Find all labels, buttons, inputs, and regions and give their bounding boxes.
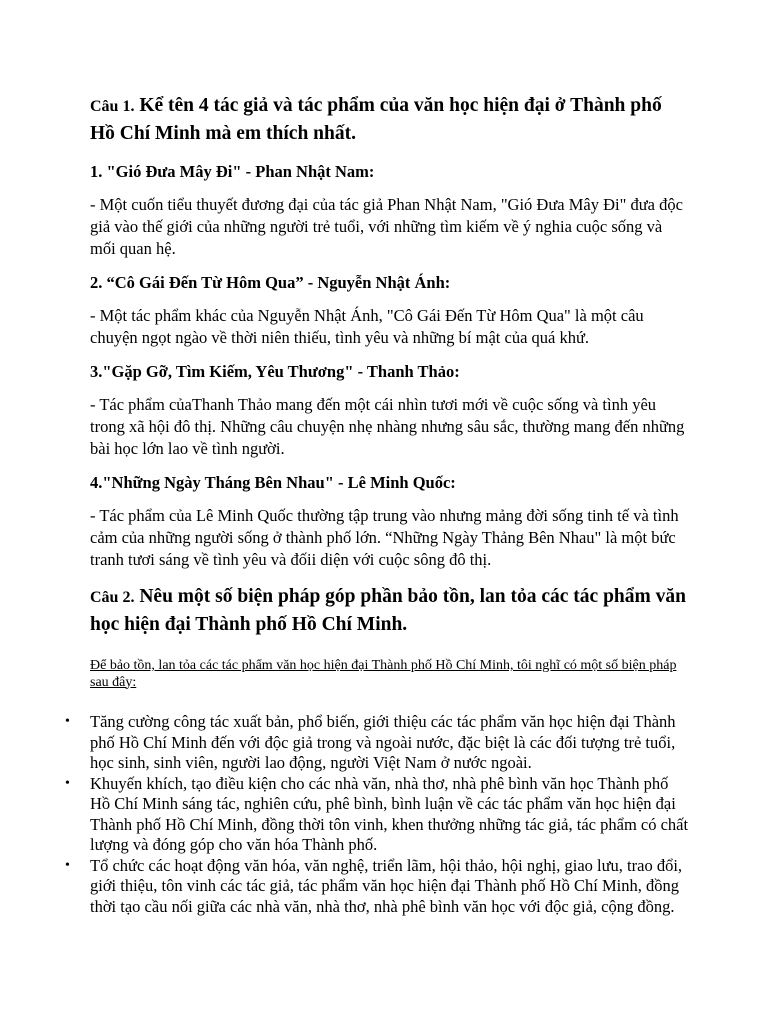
measures-intro: Để bảo tồn, lan tỏa các tác phẩm văn học hiện đại Thành phố Hồ Chí Minh, tôi nghĩ có một số biện pháp sau đây: <box>90 658 677 690</box>
work-4-title: 4."Những Ngày Tháng Bên Nhau" - Lê Minh Quốc: <box>90 473 456 492</box>
measures-list <box>65 712 690 917</box>
list-item <box>65 712 690 774</box>
measure-2-text: Khuyến khích, tạo điều kiện cho các nhà văn, nhà thơ, nhà phê bình văn học Thành phố Hồ Chí Minh sáng tác, nghiên cứu, phê bình, bình luận về các tác phẩm văn học hiện đại Thành phố Hồ Chí Minh, đồng thời tôn vinh, khen thưởng những tác giả, tác phẩm có chất lượng và đóng góp cho văn hóa Thành phố. <box>90 773 689 854</box>
list-item <box>65 855 690 918</box>
document-content <box>65 92 690 917</box>
work-1-description: - Một cuốn tiểu thuyết đương đại của tác giả Phan Nhật Nam, "Gió Đưa Mây Đi" đưa độc giả vào thế giới của những người trẻ tuổi, với những tìm kiếm về ý nghia cuộc sống và mối quan hệ. <box>90 195 683 258</box>
bullet-icon: • <box>65 714 70 729</box>
bullet-icon: • <box>65 775 70 791</box>
question-1-heading <box>90 92 690 147</box>
work-3-title: 3."Gặp Gỡ, Tìm Kiếm, Yêu Thương" - Thanh Thảo: <box>90 362 460 381</box>
question-2-text: Nêu một số biện pháp góp phần bảo tồn, lan tỏa các tác phẩm văn học hiện đại Thành phố Hồ Chí Minh. <box>90 586 686 635</box>
work-1 <box>90 161 690 260</box>
question-1-text: Kể tên 4 tác giả và tác phẩm của văn học hiện đại ở Thành phố Hồ Chí Minh mà em thích nhất. <box>90 95 662 144</box>
bullet-icon: • <box>65 857 70 873</box>
work-2-title: 2. “Cô Gái Đến Từ Hôm Qua” - Nguyễn Nhật Ánh: <box>90 273 451 292</box>
measure-1-text: Tăng cường công tác xuất bản, phổ biến, giới thiệu các tác phẩm văn học hiện đại Thành phố Hồ Chí Minh đến với độc giả trong và ngoài nước, đặc biệt là các đối tượng trẻ tuổi, học sinh, sinh viên, người lao động, người Việt Nam ở nước ngoài. <box>90 712 676 772</box>
list-item <box>65 773 690 856</box>
work-3 <box>90 361 690 460</box>
measure-3-text: Tổ chức các hoạt động văn hóa, văn nghệ, triển lãm, hội thảo, hội nghị, giao lưu, trao đổi, giới thiệu, tôn vinh các tác giả, tác phẩm văn học hiện đại Thành phố Hồ Chí Minh, đồng thời tạo cầu nối giữa các nhà văn, nhà thơ, nhà phê bình văn học với độc giả, cộng đồng. <box>90 855 683 916</box>
question-1-number: Câu 1. <box>90 98 135 115</box>
work-1-title: 1. "Gió Đưa Mây Đi" - Phan Nhật Nam: <box>90 162 375 181</box>
question-2-number: Câu 2. <box>90 589 135 606</box>
work-3-description: - Tác phẩm củaThanh Thảo mang đến một cái nhìn tươi mới về cuộc sống và tình yêu trong xã hội đô thị. Những câu chuyện nhẹ nhàng nhưng sâu sắc, thường mang đến những bài học lớn lao về tình người. <box>90 395 685 458</box>
work-4-description: - Tác phẩm của Lê Minh Quốc thường tập trung vào nhưng mảng đời sống tinh tế và tình cảm của những người sống ở thành phố lớn. “Những Ngày Thảng Bên Nhau" là một bức tranh tươi sáng về tình yêu và đốii diện với cuộc sông đô thị. <box>90 506 679 569</box>
work-4 <box>90 472 690 571</box>
work-2-description: - Một tác phẩm khác của Nguyễn Nhật Ánh, "Cô Gái Đến Từ Hôm Qua" là một câu chuyện ngọt ngào về thời niên thiếu, tình yêu và những bí mật của quá khứ. <box>90 306 644 347</box>
work-2 <box>90 272 690 349</box>
question-2-heading <box>90 583 690 638</box>
